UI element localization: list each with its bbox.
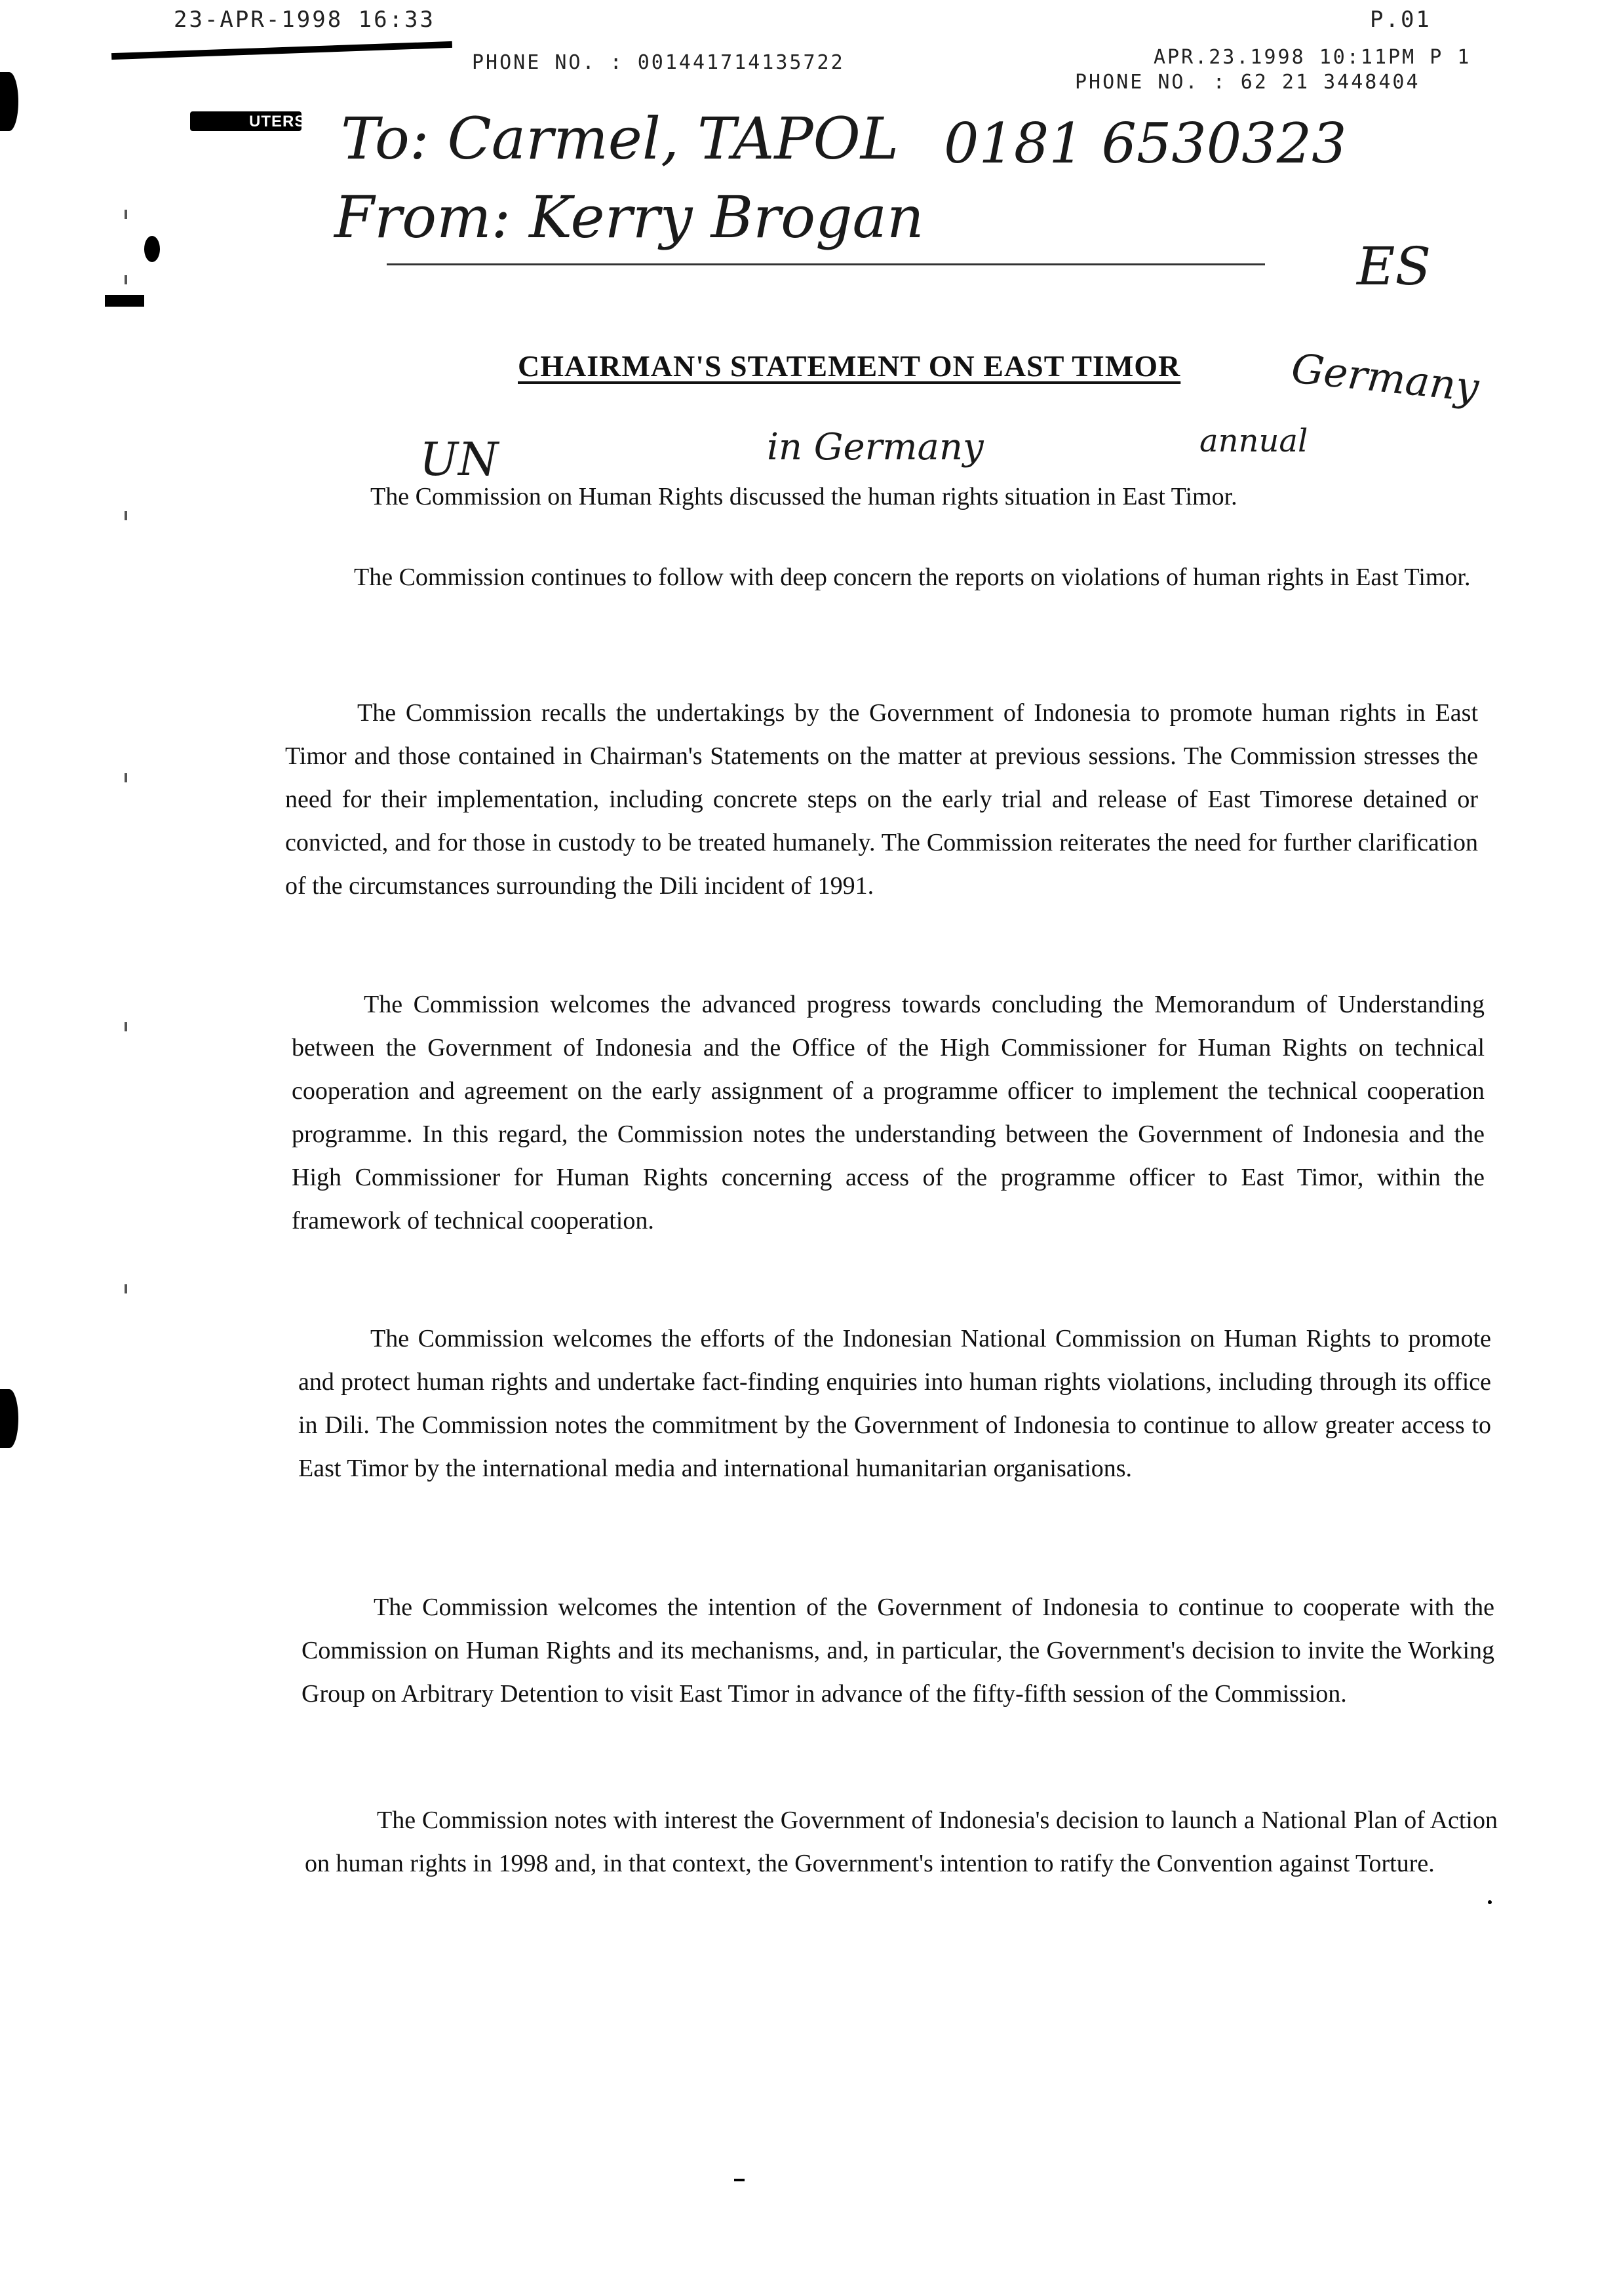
fax-date-time: 23-APR-1998 16:33 — [174, 7, 435, 33]
stray-dot — [1488, 1900, 1492, 1904]
handwritten-note-germany: Germany — [1289, 344, 1481, 411]
handwritten-to: To: Carmel, TAPOL — [341, 105, 899, 172]
ink-blot — [144, 236, 160, 262]
paragraph-5: The Commission welcomes the efforts of the Indonesian National Commission on Human Rights to promote and protect human rights and undertake fact-finding enquiries into human rights violations, including through its office in Dili. The Commission notes the commitment by the Government of Indonesia to continue to allow greater access to East Timor by the international media and international humanitarian organisations. — [298, 1325, 1491, 1482]
document-title: CHAIRMAN'S STATEMENT ON EAST TIMOR — [518, 349, 1181, 383]
recipient-phone: PHONE NO. : 62 21 3448404 — [1075, 71, 1420, 94]
margin-mark — [125, 773, 127, 782]
paragraph-7: The Commission notes with interest the Government of Indonesia's decision to launch a National Plan of Action on human rights in 1998 and, in that context, the Government's intention to ratify the Convention against Torture. — [305, 1807, 1498, 1877]
handwritten-note-annual: annual — [1199, 423, 1308, 459]
handwritten-initials: ES — [1357, 236, 1431, 297]
margin-mark — [125, 511, 127, 520]
margin-mark — [125, 1284, 127, 1293]
paragraph-6: The Commission welcomes the intention of the Government of Indonesia to continue to cooperate with the Commission on Human Rights and its mechanisms, and, in particular, the Government's decision to invite the Working Group on Arbitrary Detention to visit East Timor in advance of the fifty-fifth session of the Commission. — [302, 1594, 1494, 1708]
header-rule — [387, 263, 1265, 265]
footer-mark — [734, 2179, 745, 2181]
paragraph-2: The Commission continues to follow with deep concern the reports on violations of human rights in East Timor. — [354, 564, 1471, 591]
margin-mark — [125, 275, 127, 284]
handwritten-phone: 0181 6530323 — [944, 111, 1347, 176]
sender-phone: PHONE NO. : 001441714135722 — [472, 51, 845, 74]
punch-hole — [0, 72, 18, 131]
scan-smudge — [111, 41, 452, 60]
handwritten-note-un: UN — [419, 432, 499, 486]
ink-blot — [105, 295, 144, 307]
paragraph-4: The Commission welcomes the advanced progress towards concluding the Memorandum of Understanding between the Government of Indonesia and the Office of the High Commissioner for Human Rights on technical cooperation and agreement on the early assignment of a programme officer to implement the technical cooperation programme. In this regard, the Commission notes the understanding between the Government of Indonesia and the High Commissioner for Human Rights concerning access of the programme officer to East Timor, within the framework of technical cooperation. — [292, 991, 1485, 1234]
stamp-fragment: UTERS — [249, 113, 306, 130]
paragraph-1: The Commission on Human Rights discussed the human rights situation in East Timor. — [370, 483, 1237, 510]
margin-mark — [125, 1022, 127, 1031]
paragraph-3: The Commission recalls the undertakings by the Government of Indonesia to promote human rights in East Timor and those contained in Chairman's Statements on the matter at previous sessions. The Commission stresses the need for their implementation, including concrete steps on the early trial and release of East Timorese detained or convicted, and for those in custody to be treated humanely. The Commission reiterates the need for further clarification of the circumstances surrounding the Dili incident of 1991. — [285, 699, 1478, 900]
margin-mark — [125, 210, 127, 219]
fax-page-number: P.01 — [1370, 7, 1431, 33]
handwritten-note-in-germany: in Germany — [767, 426, 984, 469]
handwritten-from: From: Kerry Brogan — [334, 183, 924, 251]
punch-hole — [0, 1389, 18, 1448]
received-date: APR.23.1998 10:11PM P 1 — [1154, 46, 1471, 69]
